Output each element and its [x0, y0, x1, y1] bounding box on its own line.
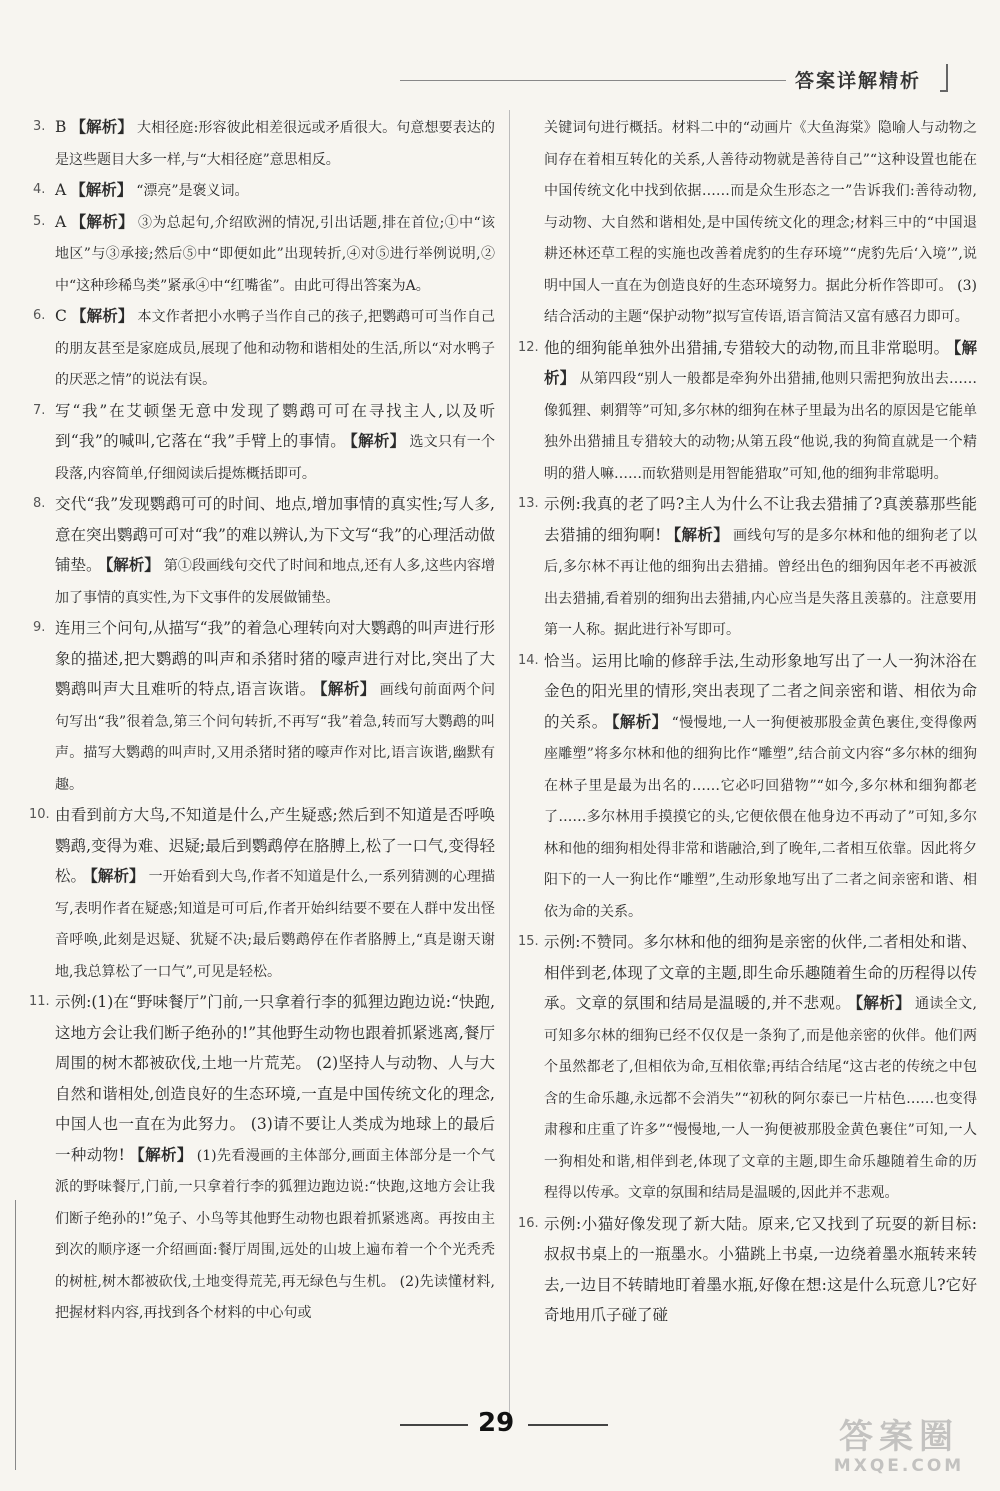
watermark-top: 答案圈 [839, 1417, 959, 1457]
question-number: 14. [518, 652, 539, 668]
header-bracket [940, 64, 948, 92]
column-divider [509, 110, 510, 1420]
analysis-text: 通读全文,可知多尔林的细狗已经不仅仅是一条狗了,而是他亲密的伙伴。他们两个虽然都老了,但相依为命,互相依靠;再结合结尾“这古老的传统之中包含的生命乐趣,永远都不会消失”“初秋的阿尔泰已一片枯色……也变得肃穆和庄重了许多”“慢慢地,一人一狗便被那股金黄色裹住”可知,一人一狗相处和谐,相伴到老,体现了文章的主题,即生命乐趣随着生命的历程得以传承。文章的氛围和结局是温暖的,因此并不悲观。 [544, 996, 977, 1201]
question-number: 8. [33, 496, 46, 511]
analysis-text: 选文只有一个段落,内容简单,仔细阅读后提炼概括即可。 [55, 434, 496, 482]
analysis-tag: 【解析】 [70, 180, 133, 199]
answer-item [518, 927, 977, 1209]
question-number: 10. [29, 807, 50, 822]
analysis-text: 画线句写的是多尔林和他的细狗老了以后,多尔林不再让他的细狗出去猎捕。曾经出色的细狗因年老不再被派出去猎捕,看着别的细狗出去猎捕,内心应当是失落且羡慕的。注意要用第一人称。据此进行补写即可。 [544, 527, 977, 638]
answer-item [518, 333, 977, 490]
answer-text: A [55, 212, 67, 231]
answer-text: 示例:我真的老了吗?主人为什么不让我去猎捕了?真羡慕那些能去猎捕的细狗啊! [544, 495, 977, 544]
analysis-tag: 【解析】 [665, 524, 730, 544]
analysis-tag: 【解析】 [611, 711, 668, 731]
answer-item [518, 489, 977, 646]
question-number: 5. [33, 213, 46, 229]
right-column [518, 112, 977, 1331]
question-number: 15. [518, 934, 539, 949]
answer-item [29, 987, 495, 1329]
question-number: 9. [33, 620, 46, 635]
watermark-logo [815, 1418, 983, 1482]
answer-text: 他的细狗能单独外出猎捕,专猎较大的动物,而且非常聪明。 [544, 338, 950, 357]
answer-text: A [55, 181, 67, 199]
analysis-text: ③为总起句,介绍欧洲的情况,引出话题,排在首位;①中“该地区”与③承接;然后⑤中“即便如此”出现转折,④对⑤进行举例说明,②中“这种珍稀鸟类”紧承④中“红嘴雀”。由此可得出答案为A。 [55, 214, 495, 294]
question-number: 12. [518, 339, 539, 355]
analysis-text: 本文作者把小水鸭子当作自己的孩子,把鹦鹉可可当作自己的朋友甚至是家庭成员,展现了他和动物和谐相处的生活,所以“对水鸭子的厌恶之情”的说法有误。 [55, 309, 495, 388]
analysis-text: 大相径庭:形容彼此相差很远或矛盾很大。句意想要表达的是这些题目大多一样,与“大相径庭”意思相反。 [55, 120, 495, 168]
answer-text: 连用三个问句,从描写“我”的着急心理转向对大鹦鹉的叫声进行形象的描述,把大鹦鹉的叫声和杀猪时猪的嚎声进行对比,突出了大鹦鹉叫声大且难听的特点,语言诙谐。 [55, 619, 495, 698]
answer-item [518, 1209, 977, 1331]
analysis-tag: 【解析】 [128, 1144, 193, 1164]
analysis-text: 第①段画线句交代了时间和地点,还有人多,这些内容增加了事情的真实性,为下文事件的发展做铺垫。 [55, 558, 495, 606]
answer-item [33, 613, 495, 800]
analysis-text: 从第四段“别人一般都是牵狗外出猎捕,他则只需把狗放出去……像狐狸、刺猬等”可知,多尔林的细狗在林子里最为出名的原因是它能单独外出猎捕且专猎较大的动物;从第五段“他说,我的狗简直就是一个精明的猎人嘛……而软猎则是用智能猎取”可知,他的细狗非常聪明。 [544, 371, 977, 482]
footer-rule-right [528, 1424, 608, 1426]
analysis-tag: 【解析】 [70, 117, 134, 136]
question-number: 13. [518, 496, 539, 511]
analysis-tag: 【解析】 [105, 555, 160, 574]
answer-item [518, 646, 977, 928]
answer-item [29, 800, 495, 987]
margin-rule [15, 1200, 16, 1470]
answer-item [33, 112, 495, 175]
question-number: 3. [33, 119, 46, 134]
page-number: 29 [478, 1408, 515, 1438]
analysis-text: 画线句前面两个问句写出“我”很着急,第三个问句转折,不再写“我”着急,转而写大鹦鹉的叫声。描写大鹦鹉的叫声时,又用杀猪时猪的嚎声作对比,语言诙谐,幽默有趣。 [55, 682, 495, 793]
footer-rule-left [400, 1424, 468, 1426]
page-header [400, 62, 960, 98]
answer-item [33, 489, 495, 613]
question-number: 16. [518, 1215, 539, 1231]
question-number: 4. [33, 182, 46, 197]
left-column [29, 112, 496, 1329]
answer-item [33, 396, 495, 490]
analysis-tag: 【解析】 [855, 993, 911, 1012]
analysis-text: (1)先看漫画的主体部分,画面主体部分是一个气派的野味餐厅,门前,一只拿着行李的狐狸边跑边说:“快跑,这地方会让我们断子绝孙的!”兔子、小鸟等其他野生动物也跟着抓紧逃离。再按由主到次的顺序逐一介绍画面:餐厅周围,远处的山坡上遍布着一个个光秃秃的树桩,树木都被砍伐,土地变得荒芜,再无绿色与生机。 (2)先读懂材料,把握材料内容,再找到各个材料的中心句或 [55, 1147, 495, 1321]
analysis-tag: 【解析】 [319, 679, 376, 698]
question-number: 7. [33, 402, 46, 418]
answer-text: 由看到前方大鸟,不知道是什么,产生疑惑;然后到不知道是否呼唤鹦鹉,变得为难、迟疑;最后到鹦鹉停在胳膊上,松了一口气,变得轻松。 [55, 806, 495, 885]
answer-text: B [55, 118, 67, 136]
analysis-tag: 【解析】 [544, 337, 977, 387]
answer-text: 示例:不赞同。多尔林和他的细狗是亲密的伙伴,二者相处和谐、相伴到老,体现了文章的主题,即生命乐趣随着生命的历程得以传承。文章的氛围和结局是温暖的,并不悲观。 [544, 933, 977, 1012]
question-number: 6. [33, 308, 46, 323]
analysis-tag: 【解析】 [90, 866, 145, 885]
answer-text: 示例:(1)在“野味餐厅”门前,一只拿着行李的狐狸边跑边说:“快跑,这地方会让我们断子绝孙的!”其他野生动物也跟着抓紧逃离,餐厅周围的树木都被砍伐,土地一片荒芜。 (2)坚持人与动物、人与大自然和谐相处,创造良好的生态环境,一直是中国传统文化的理念,中国人也一直在为此努力。 (3)请不要让人类成为地球上的最后一种动物! [55, 993, 495, 1164]
answer-item [33, 207, 495, 302]
answer-text: 恰当。运用比喻的修辞手法,生动形象地写出了一人一狗沐浴在金色的阳光里的情形,突出表现了二者之间亲密和谐、相依为命的关系。 [544, 651, 977, 731]
answer-text: 交代“我”发现鹦鹉可可的时间、地点,增加事情的真实性;写人多,意在突出鹦鹉可可对“我”的难以辨认,为下文写“我”的心理活动做铺垫。 [55, 495, 495, 574]
watermark-bottom: MXQE.COM [833, 1456, 965, 1476]
analysis-tag: 【解析】 [70, 306, 134, 325]
answer-text: 示例:小猫好像发现了新大陆。原来,它又找到了玩耍的新目标:叔叔书桌上的一瓶墨水。小猫跳上书桌,一边绕着墨水瓶转来转去,一边目不转睛地盯着墨水瓶,好像在想:这是什么玩意儿?它好奇地用爪子碰了碰 [544, 1214, 977, 1324]
analysis-tag: 【解析】 [350, 431, 406, 450]
header-title: 答案详解精析 [795, 70, 922, 92]
answer-item [522, 112, 977, 333]
analysis-text: 关键词句进行概括。材料二中的“动画片《大鱼海棠》隐喻人与动物之间存在着相互转化的关系,人善待动物就是善待自己”“这种设置也能在中国传统文化中找到依据……而是众生形态之一”告诉我们:善待动物,与动物、大自然和谐相处,是中国传统文化的理念;材料三中的“中国退耕还林还草工程的实施也改善着虎豹的生存环境”“虎豹先后‘入境’”,说明中国人一直在为创造良好的生态环境努力。据此分析作答即可。 (3)结合活动的主题“保护动物”拟写宣传语,语言简洁又富有感召力即可。 [544, 120, 977, 325]
answer-item [33, 175, 495, 207]
analysis-text: “漂亮”是褒义词。 [136, 183, 249, 199]
answer-item [33, 301, 495, 396]
analysis-tag: 【解析】 [70, 211, 135, 231]
answer-text: 写“我”在艾顿堡无意中发现了鹦鹉可可在寻找主人,以及听到“我”的喊叫,它落在“我”手臂上的事情。 [55, 401, 495, 450]
analysis-text: 一开始看到大鸟,作者不知道是什么,一系列猜测的心理描写,表明作者在疑惑;知道是可可后,作者开始纠结要不要在人群中发出怪音呼唤,此刻是迟疑、犹疑不决;最后鹦鹉停在作者胳膊上,“真是谢天谢地,我总算松了一口气”,可见是轻松。 [55, 869, 495, 980]
header-rule [400, 80, 786, 81]
question-number: 11. [29, 994, 50, 1009]
analysis-text: “慢慢地,一人一狗便被那股金黄色裹住,变得像两座雕塑”将多尔林和他的细狗比作“雕塑”,结合前文内容“多尔林的细狗在林子里是最为出名的……它必叼回猎物”“如今,多尔林和细狗都老了……多尔林用手摸摸它的头,它便依偎在他身边不再动了”可知,多尔林和他的细狗相处得非常和谐融洽,到了晚年,二者相互依靠。因此将夕阳下的一人一狗比作“雕塑”,生动形象地写出了二者之间亲密和谐、相依为命的关系。 [544, 714, 977, 920]
answer-text: C [55, 307, 67, 325]
